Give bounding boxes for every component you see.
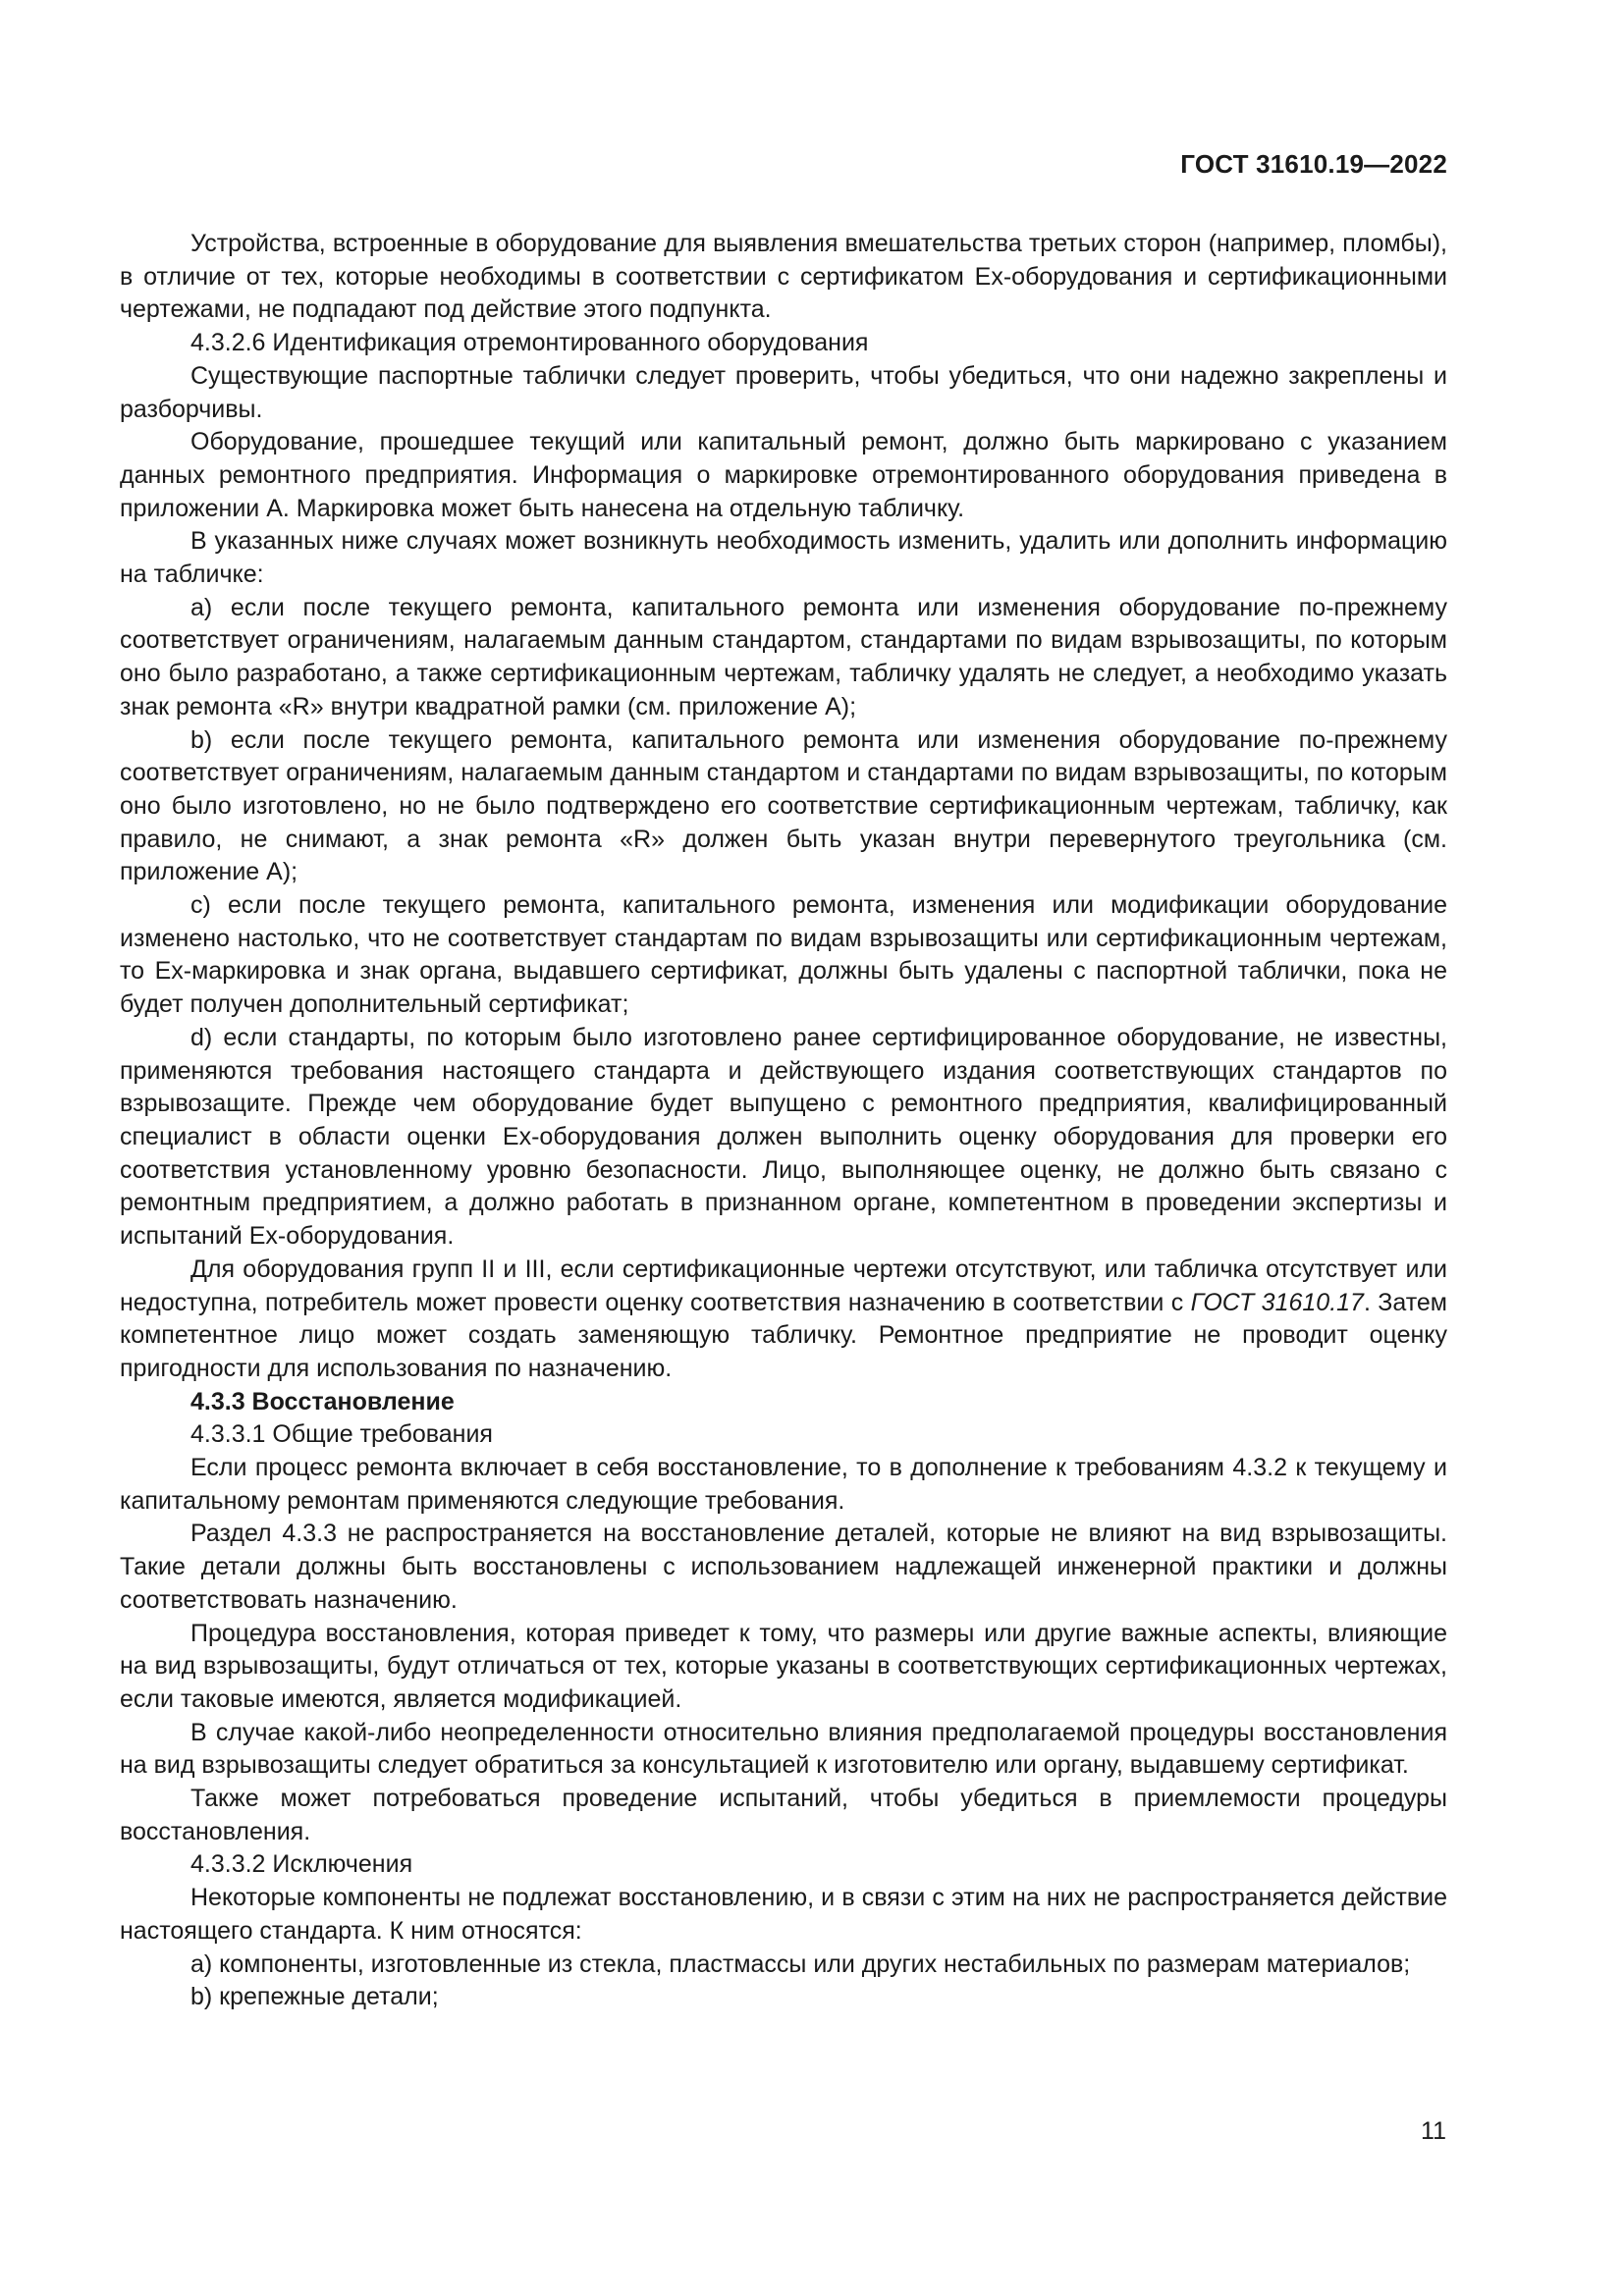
list-item-d: d) если стандарты, по которым было изготовлено ранее сертифицированное оборудование, не известны, применяются требования настоящего стандарта и действующего издания соответствующих стандартов по взрывозащите. Прежде чем оборудование будет выпущено с ремонтного предприятия, квалифицированный специалист в области оценки Ex-оборудования должен выполнить оценку оборудования для проверки его соответствия установленному уровню безопасности. Лицо, выполняющее оценку, не должно быть связано с ремонтным предприятием, а должно работать в признанном органе, компетентном в проведении экспертизы и испытаний Ex-оборудования.	[120, 1023, 1447, 1251]
page-number: 11	[1421, 2117, 1446, 2145]
body-text	[120, 228, 1447, 2014]
paragraph-text: Для оборудования групп II и III, если сертификационные чертежи отсутствуют, или табличка отсутствует или недоступна, потребитель может провести оценку соответствия назначению в соответствии с	[120, 1255, 1447, 1316]
document-header: ГОСТ 31610.19—2022	[1180, 149, 1447, 179]
section-heading: 4.3.3 Восстановление	[190, 1387, 455, 1415]
paragraph: В указанных ниже случаях может возникнуть необходимость изменить, удалить или дополнить информацию на табличке:	[120, 527, 1447, 589]
paragraph: Раздел 4.3.3 не распространяется на восстановление деталей, которые не влияют на вид взрывозащиты. Такие детали должны быть восстановлены с использованием надлежащей инженерной практики и должны соответствовать назначению.	[120, 1520, 1447, 1614]
paragraph: Процедура восстановления, которая приведет к тому, что размеры или другие важные аспекты, влияющие на вид взрывозащиты, будут отличаться от тех, которые указаны в соответствующих сертификационных чертежах, если таковые имеются, является модификацией.	[120, 1619, 1447, 1713]
standard-reference: ГОСТ 31610.17	[1190, 1288, 1364, 1316]
list-item-a: а) компоненты, изготовленные из стекла, пластмассы или других нестабильных по размерам материалов;	[190, 1949, 1411, 1978]
paragraph: Некоторые компоненты не подлежат восстановлению, и в связи с этим на них не распространяется действие настоящего стандарта. К ним относятся:	[120, 1884, 1447, 1945]
list-item-b: b) крепежные детали;	[190, 1983, 439, 2011]
subsection-heading: 4.3.3.2 Исключения	[190, 1850, 413, 1879]
paragraph: Устройства, встроенные в оборудование для выявления вмешательства третьих сторон (например, пломбы), в отличие от тех, которые необходимы в соответствии с сертификатом Ex-оборудования и сертификационными чертежами, не подпадают под действие этого подпункта.	[120, 230, 1447, 324]
paragraph: В случае какой-либо неопределенности относительно влияния предполагаемой процедуры восстановления на вид взрывозащиты следует обратиться за консультацией к изготовителю или органу, выдавшему сертификат.	[120, 1718, 1447, 1780]
paragraph-text: . Затем компетентное лицо может создать заменяющую табличку. Ремонтное предприятие не проводит оценку пригодности для использования по назначению.	[120, 1288, 1447, 1382]
paragraph: Также может потребоваться проведение испытаний, чтобы убедиться в приемлемости процедуры восстановления.	[120, 1785, 1447, 1845]
paragraph: Оборудование, прошедшее текущий или капитальный ремонт, должно быть маркировано с указанием данных ремонтного предприятия. Информация о маркировке отремонтированного оборудования приведена в приложении А. Маркировка может быть нанесена на отдельную табличку.	[120, 428, 1447, 522]
paragraph: Существующие паспортные таблички следует проверить, чтобы убедиться, что они надежно закреплены и разборчивы.	[120, 361, 1447, 423]
paragraph	[120, 1254, 1447, 1386]
list-item-c: c) если после текущего ремонта, капитального ремонта, изменения или модификации оборудование изменено настолько, что не соответствует стандартам по видам взрывозащиты или сертификационным чертежам, то Ex-маркировка и знак органа, выдавшего сертификат, должны быть удалены с паспортной таблички, пока не будет получен дополнительный сертификат;	[120, 891, 1447, 1019]
list-item-b: b) если после текущего ремонта, капитального ремонта или изменения оборудование по-прежнему соответствует ограничениям, налагаемым данным стандартом и стандартами по видам взрывозащиты, по которым оно было изготовлено, но не было подтверждено его соответствие сертификационным чертежам, табличку, как правило, не снимают, а знак ремонта «R» должен быть указан внутри перевернутого треугольника (см. приложение А);	[120, 725, 1447, 886]
list-item-a: а) если после текущего ремонта, капитального ремонта или изменения оборудование по-прежнему соответствует ограничениям, налагаемым данным стандартом, стандартами по видам взрывозащиты, по которым оно было разработано, а также сертификационным чертежам, табличку удалять не следует, а необходимо указать знак ремонта «R» внутри квадратной рамки (см. приложение А);	[120, 593, 1447, 721]
paragraph: Если процесс ремонта включает в себя восстановление, то в дополнение к требованиям 4.3.2 к текущему и капитальному ремонтам применяются следующие требования.	[120, 1454, 1447, 1515]
subsection-heading: 4.3.2.6 Идентификация отремонтированного оборудования	[190, 329, 869, 357]
subsection-heading: 4.3.3.1 Общие требования	[190, 1420, 493, 1449]
